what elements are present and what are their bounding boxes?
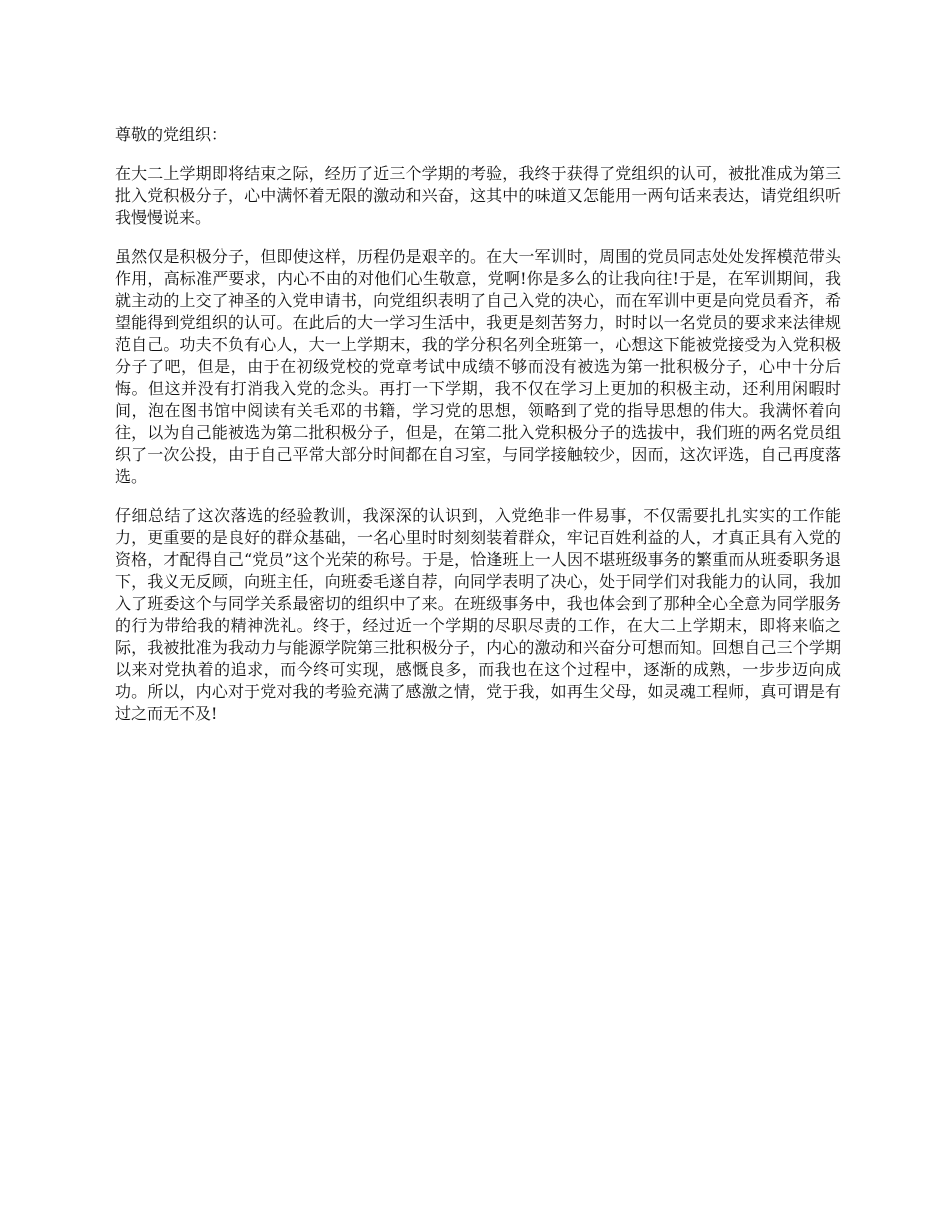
salutation: 尊敬的党组织： — [115, 125, 228, 144]
document-body — [115, 124, 841, 742]
paragraph-1: 在大二上学期即将结束之际，经历了近三个学期的考验，我终于获得了党组织的认可，被批准成为第三批入党积极分子，心中满怀着无限的激动和兴奋，这其中的味道又怎能用一两句话来表达，请党组织听我慢慢说来。 — [115, 164, 841, 227]
paragraph-3: 仔细总结了这次落选的经验教训，我深深的认识到，入党绝非一件易事，不仅需要扎扎实实的工作能力，更重要的是良好的群众基础，一名心里时时刻刻装着群众，牢记百姓利益的人，才真正具有入党的资格，才配得自己“党员”这个光荣的称号。于是，恰逢班上一人因不堪班级事务的繁重而从班委职务退下，我义无反顾，向班主任，向班委毛遂自荐，向同学表明了决心，处于同学们对我能力的认同，我加入了班委这个与同学关系最密切的组织中了来。在班级事务中，我也体会到了那种全心全意为同学服务的行为带给我的精神洗礼。终于，经过近一个学期的尽职尽责的工作，在大二上学期末，即将来临之际，我被批准为我动力与能源学院第三批积极分子，内心的激动和兴奋分可想而知。回想自己三个学期以来对党执着的追求，而今终可实现，感慨良多，而我也在这个过程中，逐渐的成熟，一步步迈向成功。所以，内心对于党对我的考验充满了感激之情，党于我，如再生父母，如灵魂工程师，真可谓是有过之而无不及! — [115, 506, 841, 723]
paragraph-2: 虽然仅是积极分子，但即使这样，历程仍是艰辛的。在大一军训时，周围的党员同志处处发挥模范带头作用，高标准严要求，内心不由的对他们心生敬意，党啊!你是多么的让我向往!于是，在军训期间，我就主动的上交了神圣的入党申请书，向党组织表明了自己入党的决心，而在军训中更是向党员看齐，希望能得到党组织的认可。在此后的大一学习生活中，我更是刻苦努力，时时以一名党员的要求来法律规范自己。功夫不负有心人，大一上学期末，我的学分积名列全班第一，心想这下能被党接受为入党积极分子了吧，但是，由于在初级党校的党章考试中成绩不够而没有被选为第一批积极分子，心中十分后悔。但这并没有打消我入党的念头。再打一下学期，我不仅在学习上更加的积极主动，还利用闲暇时间，泡在图书馆中阅读有关毛邓的书籍，学习党的思想，领略到了党的指导思想的伟大。我满怀着向往，以为自己能被选为第二批积极分子，但是，在第二批入党积极分子的选拔中，我们班的两名党员组织了一次公投，由于自己平常大部分时间都在自习室，与同学接触较少，因而，这次评选，自己再度落选。 — [115, 247, 841, 486]
